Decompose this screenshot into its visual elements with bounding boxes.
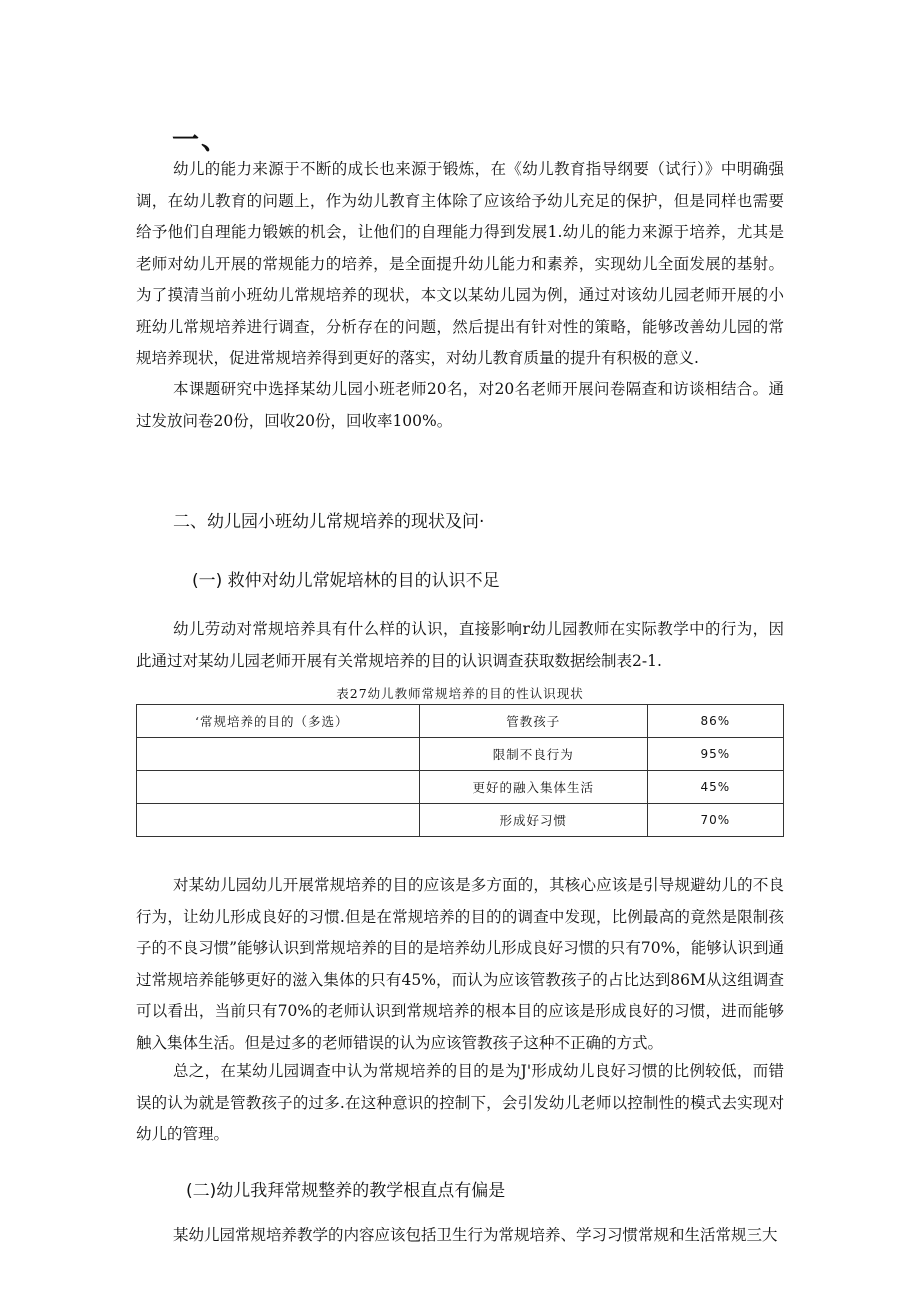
section-1-paragraph-1: 幼儿的能力来源于不断的成长也来源于锻炼，在《幼儿教育指导纲要（试行）》中明确强调，在幼儿教育的问题上，作为幼儿教育主体除了应该给予幼儿充足的保护，但是同样也需要给予他们自理能力锻嫉的机会，让他们的自理能力得到发展1.幼儿的能力来源于培养，尤其是老师对幼儿开展的常规能力的培养，是全面提升幼儿能力和素养，实现幼儿全面发展的基射。为了摸清当前小班幼儿常规培养的现状，本文以某幼儿园为例，通过对该幼儿园老师开展的小班幼儿常规培养进行调查，分析存在的问题，然后提出有针对性的策略，能够改善幼儿园的常规培养现状，促进常规培养得到更好的落实，对幼儿教育质量的提升有积极的意义.: [136, 160, 784, 367]
subsection-2-heading: (二)幼儿我拜常规整养的教学根直点有偏是: [186, 1181, 506, 1201]
section-1-paragraph-2: 本课题研究中选择某幼儿园小班老师20名，对20名老师开展问卷隔查和访谈相结合。通过发放问卷20份，回收20份，回收率100%。: [136, 380, 784, 430]
table-caption: 表27幼儿教师常规培养的目的性认识现状: [336, 686, 584, 701]
section-2-heading: 二、幼儿园小班幼儿常规培养的现状及问·: [173, 512, 485, 532]
row-label-cell: ‘常规培养的目的（多选）: [137, 705, 420, 738]
analysis-paragraph-2: 总之，在某幼儿园调查中认为常规培养的目的是为J'形成幼儿良好习惯的比例较低，而错误的认为就是管教孩子的过多.在这种意识的控制下，会引发幼儿老师以控制性的模式去实现对幼儿的管理。: [136, 1062, 784, 1143]
analysis-paragraph-1: 对某幼儿园幼儿开展常规培养的目的应该是多方面的，其核心应该是引导规避幼儿的不良行为，让幼儿形成良好的习惯.但是在常规培养的目的的调查中发现，比例最高的竟然是限制孩子的不良习惯”能够认识到常规培养的目的是培养幼儿形成良好习惯的只有70%，能够认识到通过常规培养能够更好的滋入集体的只有45%，而认为应该管教孩子的占比达到86M从这组调查可以看出，当前只有70%的老师认识到常规培养的根本目的应该是形成良好的习惯，进而能够触入集体生活。但是过多的老师错误的认为应该管教孩子这种不正确的方式。: [136, 876, 784, 1052]
subsection-1-heading: (一) 救仲对幼儿常妮培林的目的认识不足: [192, 571, 500, 591]
empty-cell: [137, 804, 420, 837]
section-1-heading: 一、: [172, 125, 230, 156]
purpose-cell: 形成好习惯: [419, 804, 647, 837]
table-row: [137, 738, 784, 771]
purpose-cell: 更好的融入集体生活: [419, 771, 647, 804]
percent-cell: 86%: [647, 705, 783, 738]
subsection-1-intro: 幼儿劳动对常规培养具有什么样的认识，直接影响r幼儿园教师在实际教学中的行为，因此通过对某幼儿园老师开展有关常规培养的目的认识调查获取数据绘制表2-1.: [136, 620, 784, 670]
purpose-cell: 限制不良行为: [419, 738, 647, 771]
percent-cell: 95%: [647, 738, 783, 771]
purpose-cell: 管教孩子: [419, 705, 647, 738]
table-row: [137, 771, 784, 804]
table-row: [137, 804, 784, 837]
empty-cell: [137, 771, 420, 804]
table-row: [137, 705, 784, 738]
empty-cell: [137, 738, 420, 771]
subsection-2-intro: 某幼儿园常规培养教学的内容应该包括卫生行为常规培养、学习习惯常规和生活常规三大: [173, 1226, 778, 1244]
purpose-table: [136, 704, 784, 837]
percent-cell: 45%: [647, 771, 783, 804]
percent-cell: 70%: [647, 804, 783, 837]
